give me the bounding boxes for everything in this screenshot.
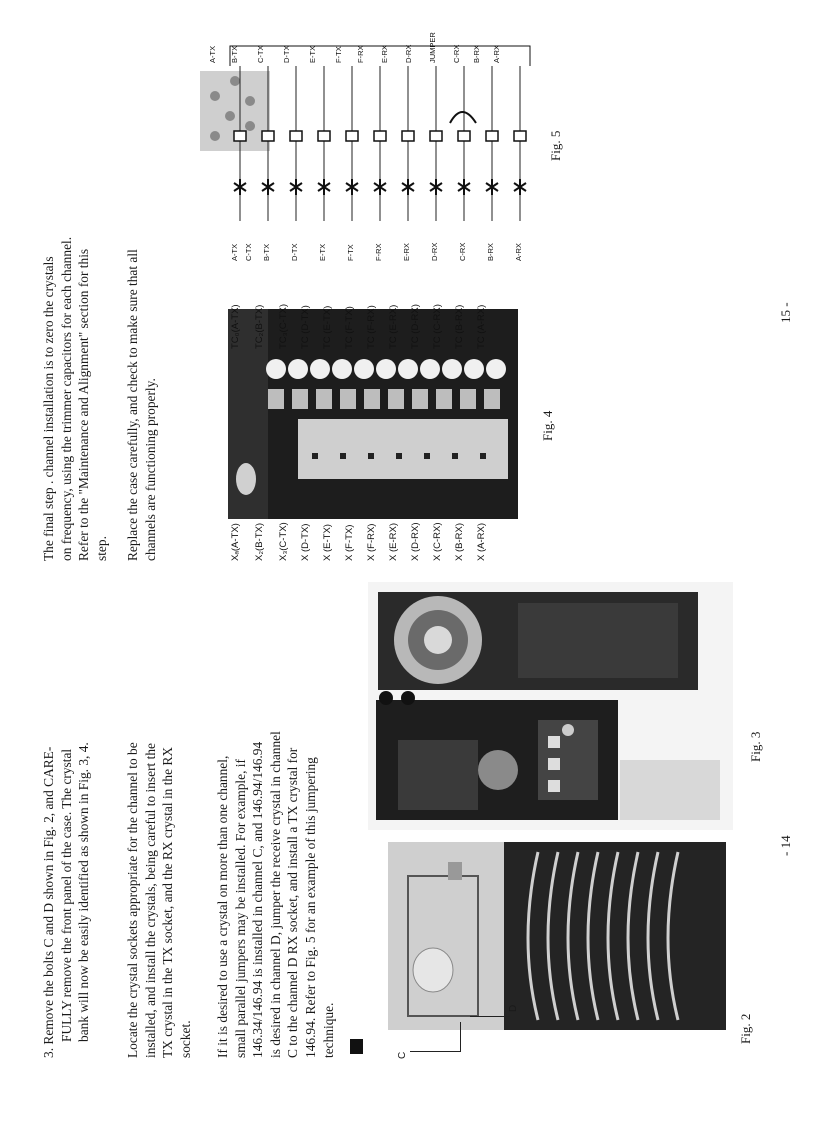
left-page <box>0 561 814 1122</box>
fig4-right-label: TC (B-RX) <box>454 304 465 349</box>
fig2-label-c: C <box>397 1051 408 1059</box>
jumper-paragraph <box>214 588 337 1058</box>
fig3-caption: Fig. 3 <box>748 731 763 762</box>
fig5-left-label: D-RX <box>430 242 439 261</box>
fig3-illustration <box>368 582 733 830</box>
text-line: If it is desired to use a crystal on more than one channel, <box>215 755 230 1058</box>
fig5-right-label: E-RX <box>380 45 389 63</box>
fig5-right-label: E-TX <box>308 45 317 63</box>
fig5-right-label: F-TX <box>334 46 343 63</box>
locate-paragraph <box>124 588 194 1058</box>
fig4-left-label: X₃(C-TX) <box>278 522 289 561</box>
fig3-photo <box>368 582 733 830</box>
fig5-right-label: F-RX <box>356 45 365 63</box>
fig4-left-label: X₂(B-TX) <box>254 523 265 561</box>
fig4-right-label: TC (D-RX) <box>410 304 421 349</box>
fig4 <box>200 261 570 561</box>
fig5 <box>200 21 620 261</box>
text-line: C to the channel D RX socket, and install a TX crystal for <box>285 747 301 1058</box>
text-line: technique. <box>320 1002 336 1058</box>
fig4-left-label: X (D-RX) <box>410 522 421 561</box>
fig5-left-label: D-TX <box>290 243 299 261</box>
fig2-leader-c <box>410 1051 460 1052</box>
text-line: TX crystal in the TX socket, and the RX crystal in the RX <box>160 746 176 1058</box>
fig5-right-label: D-RX <box>404 44 413 63</box>
fig4-left-label: X (B-RX) <box>454 523 465 561</box>
fig4-left-label: X (E-RX) <box>388 523 399 561</box>
text-line: channels are functioning properly. <box>142 378 158 561</box>
fig4-left-label: X (F-TX) <box>344 524 355 561</box>
text-line: socket. <box>177 1020 193 1058</box>
fig5-left-label: C-RX <box>458 242 467 261</box>
fig4-left-label: X (E-TX) <box>322 524 333 561</box>
text-line: Refer to the "Maintenance and Alignment" section for this <box>76 248 92 561</box>
step3-paragraph <box>40 588 93 1058</box>
fig5-left-label: B-RX <box>486 243 495 261</box>
fig4-right-label: TC (A-RX) <box>476 304 487 349</box>
fig4-right-label: TC₀(A-TX) <box>230 304 241 349</box>
text-line: FULLY remove the front panel of the case. The crystal <box>58 748 74 1042</box>
fig4-right-label: TC (F-RX) <box>366 305 377 349</box>
text-line: bank will now be easily identified as shown in Fig. 3, 4. <box>76 742 92 1042</box>
fig4-left-label: X (D-TX) <box>300 523 311 561</box>
fig5-caption: Fig. 5 <box>548 130 563 161</box>
text-line: small parallel jumpers may be installed. For example, if <box>232 759 248 1058</box>
fig4-caption: Fig. 4 <box>540 410 555 441</box>
text-line: is desired in channel D, jumper the receive crystal in channel <box>267 731 283 1058</box>
fig4-right-label: TC (C-RX) <box>432 304 443 349</box>
fig5-right-label: D-TX <box>282 45 291 63</box>
fig5-left-label: B-TX <box>262 243 271 261</box>
text-line: 146.34/146.94 is installed in channel C, and 146.94/146.94 <box>250 741 266 1058</box>
fig4-left-label: X (A-RX) <box>476 523 487 561</box>
fig4-left-label: Xₐ(A-TX) <box>230 523 241 561</box>
fig4-right-label: TC (F-TX) <box>344 306 355 349</box>
text-line: 146.94. Refer to Fig. 5 for an example of this jumpering <box>302 757 318 1058</box>
fig5-left-label: F-TX <box>346 244 355 261</box>
fig5-left-label: E-TX <box>318 243 327 261</box>
fig5-left-label: C-TX <box>244 243 253 261</box>
text-line: 3. Remove the bolts C and D shown in Fig. 2, and CARE- <box>41 746 56 1058</box>
text-line: The final step . channel installation is to zero the crystals <box>41 256 56 561</box>
text-line: installed, and install the crystals, being careful to insert the <box>142 743 158 1058</box>
text-line: Replace the case carefully, and check to make sure that all <box>125 249 140 561</box>
fig2-illustration <box>388 842 726 1030</box>
fig4-left-label: X (C-RX) <box>432 522 443 561</box>
fig5-left-label: A-TX <box>230 243 239 261</box>
fig4-right-label: TC (D-TX) <box>300 305 311 349</box>
fig5-right-label: A-TX <box>208 45 217 63</box>
fig2-label-d: D <box>508 1004 519 1012</box>
fig5-left-label: E-RX <box>402 243 411 261</box>
fig5-right-label: B-RX <box>472 45 481 63</box>
fig2-photo <box>388 842 726 1030</box>
fig4-right-label: TC (E-TX) <box>322 305 333 349</box>
fig5-right-label: C-TX <box>256 45 265 63</box>
fig2-caption: Fig. 2 <box>738 1013 753 1044</box>
text-line: step. <box>93 536 109 561</box>
fig5-right-label: JUMPER <box>428 32 437 63</box>
page-number-15: 15 - <box>778 302 793 323</box>
fig4-right-label: TC (E-RX) <box>388 304 399 349</box>
fig2-leader-c-h <box>460 1022 461 1052</box>
fig4-left-label: X (F-RX) <box>366 523 377 561</box>
fig5-right-label: C-RX <box>452 44 461 63</box>
fig5-right-label: A-RX <box>492 45 501 63</box>
text-line: Locate the crystal sockets appropriate for the channel to be <box>125 742 140 1058</box>
fig4-right-label: TC₂(B-TX) <box>254 304 265 349</box>
fig5-left-label: A-RX <box>514 243 523 261</box>
fig5-right-label: B-TX <box>230 45 239 63</box>
page-number-14: - 14 <box>778 835 793 856</box>
fig4-right-label: TC₃(C-TX) <box>278 303 289 349</box>
marker-square <box>350 1039 363 1054</box>
fig5-left-label: F-RX <box>374 243 383 261</box>
final-step-paragraph <box>40 41 110 561</box>
text-line: on frequency, using the trimmer capacitors for each channel. <box>58 236 74 561</box>
replace-paragraph <box>124 41 159 561</box>
fig2-leader-d <box>470 1016 510 1017</box>
